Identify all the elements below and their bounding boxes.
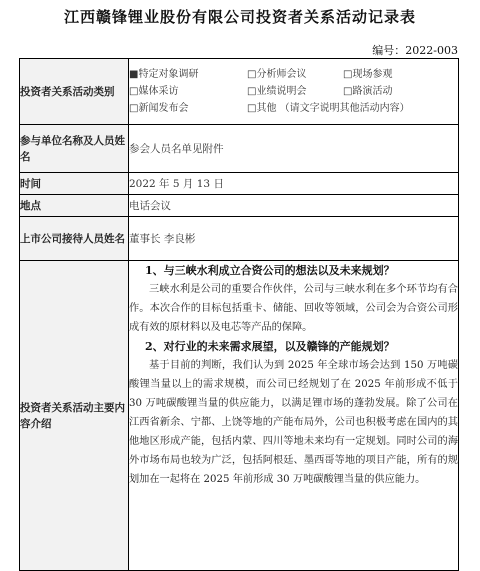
time-value: 2022 年 5 月 13 日: [129, 173, 459, 195]
option-media-interview: □媒体采访: [129, 86, 179, 97]
label-receptionists: 上市公司接待人员姓名: [20, 217, 129, 261]
option-specific-research: ■特定对象调研: [129, 69, 199, 80]
option-site-visit: □现场参观: [343, 69, 393, 80]
record-table: [19, 58, 459, 571]
label-participants: 参与单位名称及人员姓名: [20, 125, 129, 173]
document-number: 编号：2022-003: [372, 44, 458, 57]
option-other: □其他 （请文字说明其他活动内容）: [247, 103, 410, 114]
activity-type-options: [129, 59, 459, 125]
location-value: 电话会议: [129, 195, 459, 217]
question-2: 2、对行业的未来需求展望，以及赣锋的产能规划？: [145, 340, 395, 353]
label-activity-type: 投资者关系活动类别: [20, 59, 129, 125]
row-activity-type: [20, 59, 459, 125]
label-location: 地点: [20, 195, 129, 217]
question-1: 1、与三峡水利成立合资公司的想法以及未来规划？: [145, 264, 395, 277]
main-content: [129, 261, 459, 571]
row-receptionists: [20, 217, 459, 261]
page-title: 江西赣锋锂业股份有限公司投资者关系活动记录表: [63, 8, 416, 26]
receptionists-value: 董事长 李良彬: [129, 217, 459, 261]
option-roadshow: □路演活动: [343, 86, 393, 97]
row-location: [20, 195, 459, 217]
answer-1: 三峡水利是公司的重要合作伙伴，公司与三峡水利在多个环节均有合作。本次合作的目标包括重卡、储能、回收等领域，公司会为合资公司形成有效的原材料以及电芯等产品的保障。: [129, 284, 458, 333]
row-time: [20, 173, 459, 195]
participants-value: 参会人员名单见附件: [129, 125, 459, 173]
row-main-content: [20, 261, 459, 571]
option-earnings-call: □业绩说明会: [247, 86, 307, 97]
answer-2: 基于目前的判断，我们认为到 2025 年全球市场会达到 150 万吨碳酸锂当量以上的需求规模，而公司已经规划了在 2025 年前形成不低于 30 万吨碳酸锂当量的供应能力，以满足锂市场的蓬勃发展。除了公司在江西省新余、宁都、上饶等地的产能布局外，公司也积极考虑在国内的其他地区形成产能，包括内蒙、四川等地未来均有一定规划。同时公司的海外市场布局也较为广泛，包括阿根廷、墨西哥等地的项目产能，所有的规划加在一起将在 2025 年前形成 30 万吨碳酸锂当量的供应能力。: [129, 360, 458, 485]
option-analyst-meeting: □分析师会议: [247, 69, 307, 80]
option-press-conference: □新闻发布会: [129, 103, 189, 114]
label-main-content: 投资者关系活动主要内容介绍: [20, 261, 129, 571]
label-time: 时间: [20, 173, 129, 195]
row-participants: [20, 125, 459, 173]
